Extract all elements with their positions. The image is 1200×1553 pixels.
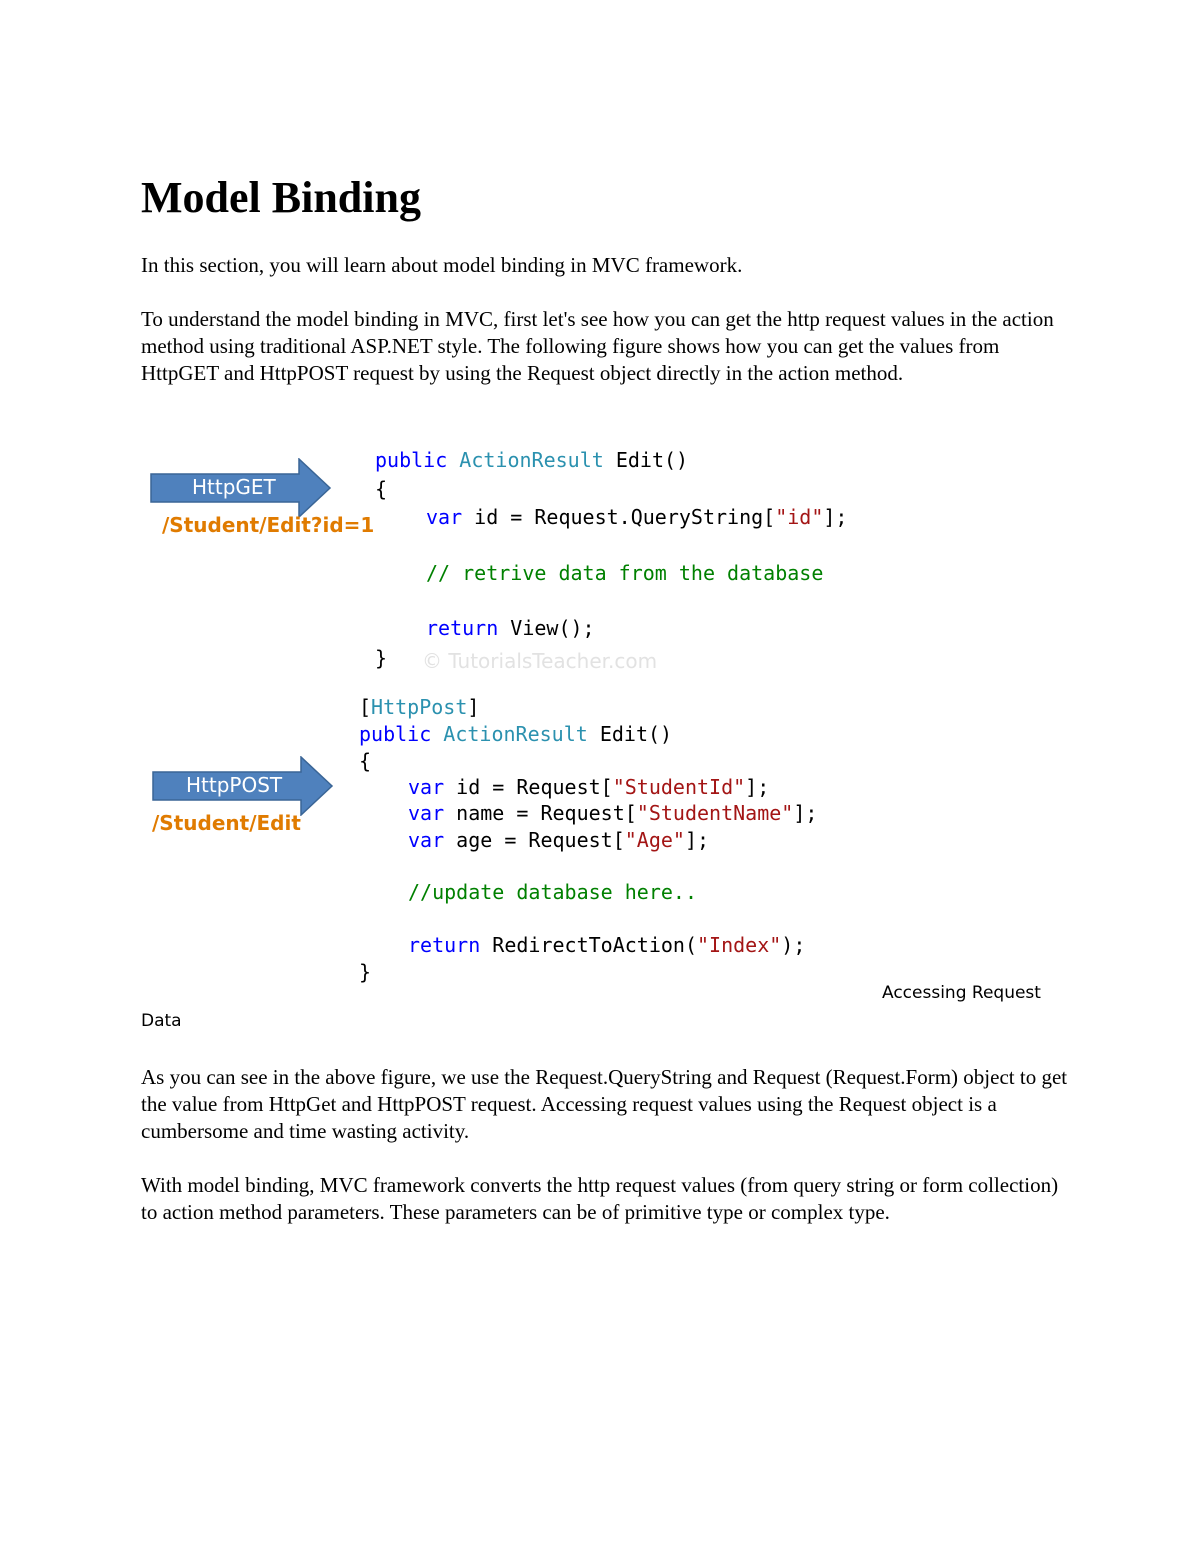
code-keyword: return	[426, 616, 499, 640]
code-text: id = Request[	[444, 775, 613, 799]
figure-caption-part-1: Accessing Request	[882, 983, 1041, 1003]
code-keyword: var	[408, 775, 445, 799]
get-code-block	[375, 447, 688, 473]
code-brace: {	[375, 477, 388, 501]
code-comment: // retrive data from the database	[426, 561, 824, 585]
httpget-arrow	[150, 458, 332, 518]
code-line	[359, 721, 672, 747]
code-type: ActionResult	[443, 722, 588, 746]
code-text: Edit()	[603, 448, 689, 472]
code-text: View();	[498, 616, 595, 640]
code-line	[426, 615, 595, 641]
code-text: );	[781, 933, 806, 957]
code-string: "Index"	[697, 933, 782, 957]
code-brace: }	[359, 960, 372, 984]
page-title: Model Binding	[141, 173, 421, 222]
code-text: ];	[684, 828, 710, 852]
code-line	[426, 504, 847, 530]
code-string: "StudentName"	[636, 801, 794, 825]
code-keyword: return	[408, 933, 481, 957]
code-line	[408, 800, 817, 826]
watermark: © TutorialsTeacher.com	[422, 649, 658, 673]
code-keyword: public	[359, 722, 432, 746]
explanation-paragraph-2: As you can see in the above figure, we use the Request.QueryString and Request (Request.Form) object to get the value from HttpGet and HttpPOST request. Accessing request values using the Request object is a cumbersome and time wasting activity.	[141, 1065, 1068, 1144]
httpget-label: HttpGET	[192, 475, 276, 499]
httpget-route: /Student/Edit?id=1	[162, 513, 375, 537]
code-string: "StudentId"	[612, 775, 746, 799]
httppost-route: /Student/Edit	[152, 811, 301, 835]
code-brace: {	[359, 749, 372, 773]
code-brace: }	[375, 646, 388, 670]
code-keyword: var	[408, 828, 445, 852]
code-type: HttpPost	[371, 695, 468, 719]
code-comment: //update database here..	[408, 880, 697, 904]
code-string: "id"	[775, 505, 824, 529]
intro-paragraph: In this section, you will learn about model binding in MVC framework.	[141, 253, 743, 277]
code-text: ];	[793, 801, 818, 825]
code-line	[408, 827, 709, 853]
code-text: name = Request[	[444, 801, 637, 825]
code-text: RedirectToAction(	[480, 933, 697, 957]
code-text: [	[359, 695, 372, 719]
code-string: "Age"	[624, 828, 685, 852]
code-type: ActionResult	[459, 448, 604, 472]
code-text: ];	[745, 775, 770, 799]
code-line	[408, 932, 805, 958]
httppost-arrow	[152, 756, 334, 816]
explanation-paragraph-3: With model binding, MVC framework converts the http request values (from query string or form collection) to action method parameters. These parameters can be of primitive type or complex type.	[141, 1173, 1059, 1225]
explanation-paragraph: To understand the model binding in MVC, first let's see how you can get the http request values in the action method using traditional ASP.NET style. The following figure shows how you can get the values from HttpGET and HttpPOST request by using the Request object directly in the action method.	[141, 307, 1054, 386]
code-text: Edit()	[587, 722, 673, 746]
code-keyword: var	[426, 505, 463, 529]
code-line	[408, 774, 769, 800]
figure-caption-part-2: Data	[141, 1011, 182, 1031]
code-keyword: public	[375, 448, 448, 472]
code-keyword: var	[408, 801, 445, 825]
code-text: id = Request.QueryString[	[462, 505, 776, 529]
httppost-label: HttpPOST	[186, 773, 283, 797]
code-text: age = Request[	[444, 828, 625, 852]
code-text: ]	[467, 695, 480, 719]
code-attribute	[359, 694, 479, 720]
code-text: ];	[823, 505, 848, 529]
